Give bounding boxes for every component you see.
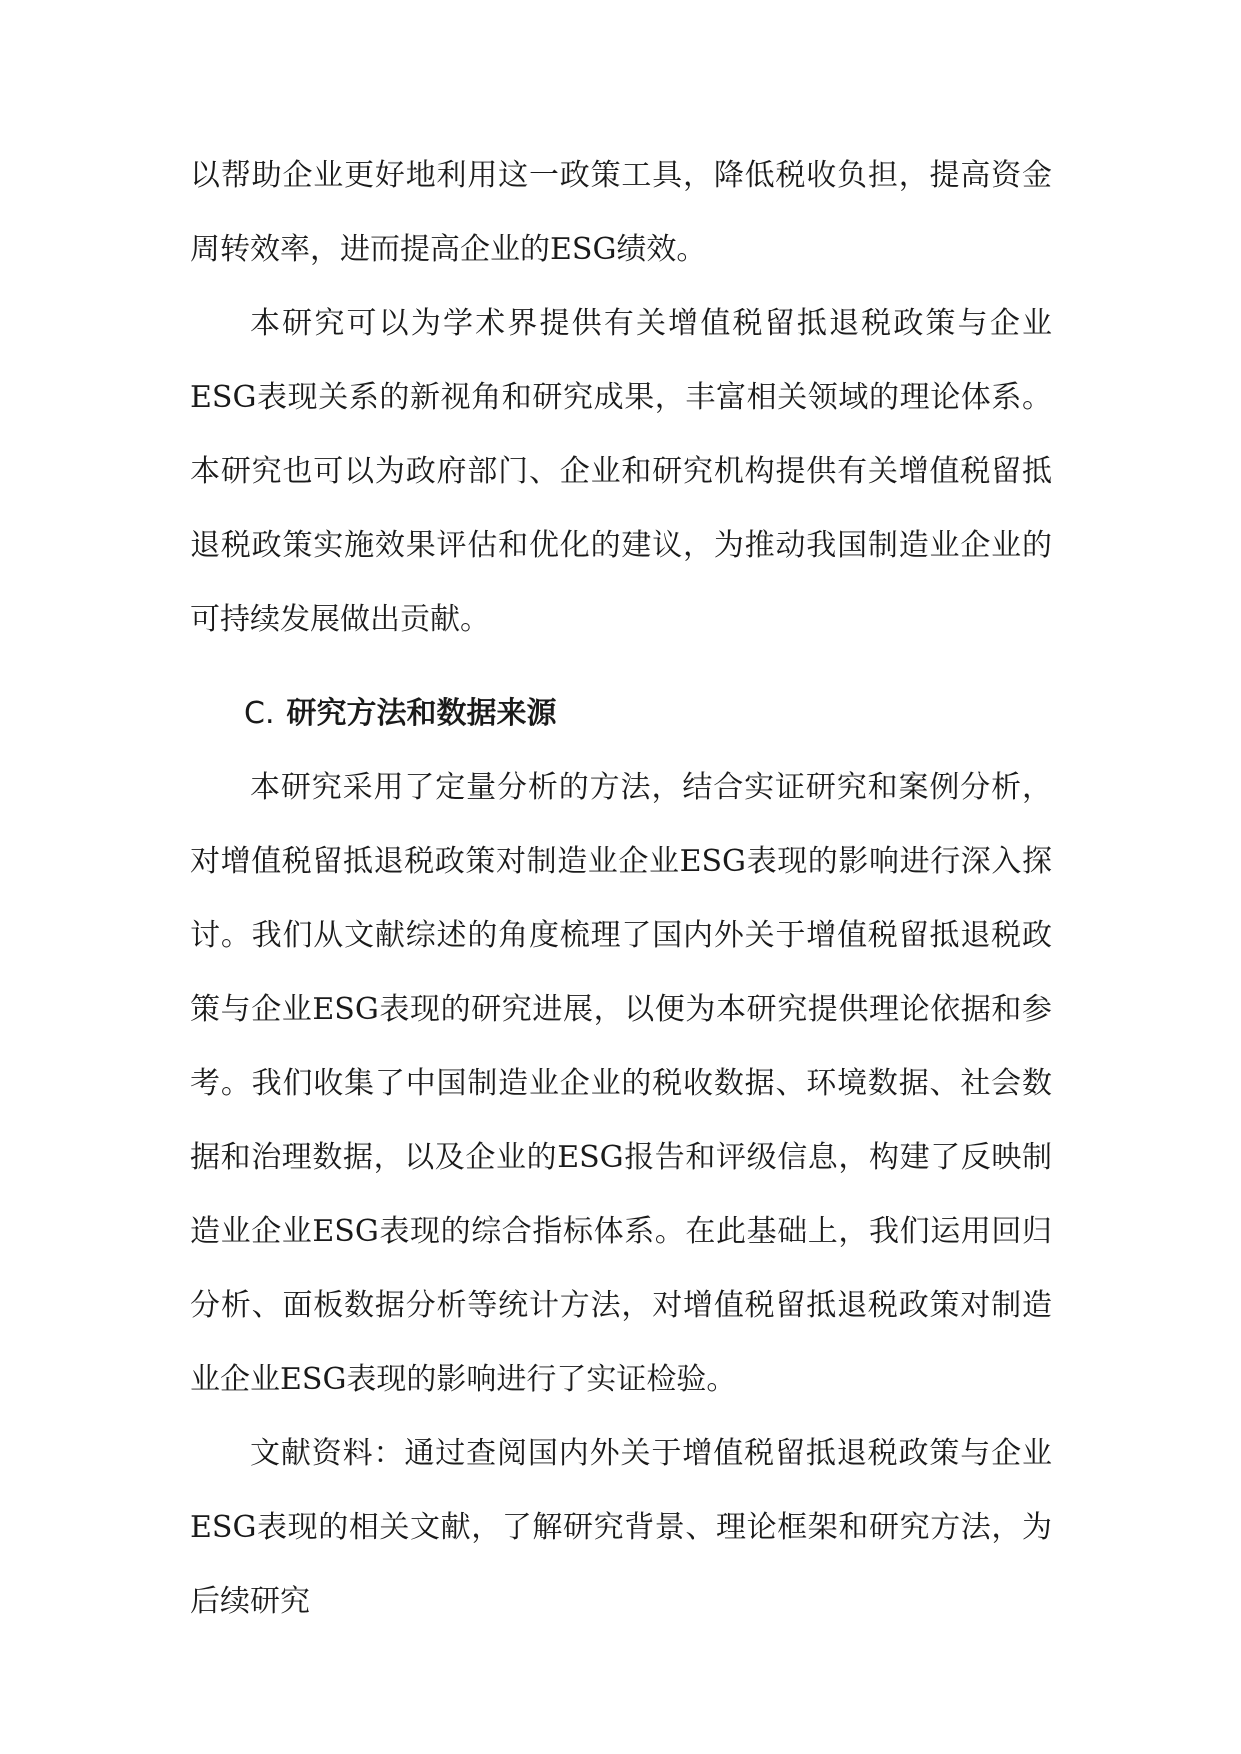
paragraph-continuation: 以帮助企业更好地利用这一政策工具，降低税收负担，提高资金周转效率，进而提高企业的ESG绩效。 <box>190 158 1052 267</box>
paragraph-methods: 本研究采用了定量分析的方法，结合实证研究和案例分析，对增值税留抵退税政策对制造业企业ESG表现的影响进行深入探讨。我们从文献综述的角度梳理了国内外关于增值税留抵退税政策与企业ESG表现的研究进展，以便为本研究提供理论依据和参考。我们收集了中国制造业企业的税收数据、环境数据、社会数据和治理数据，以及企业的ESG报告和评级信息，构建了反映制造业企业ESG表现的综合指标体系。在此基础上，我们运用回归分析、面板数据分析等统计方法，对增值税留抵退税政策对制造业企业ESG表现的影响进行了实证检验。 <box>190 770 1052 1397</box>
document-body <box>190 139 1052 1639</box>
section-title: 研究方法和数据来源 <box>286 696 557 731</box>
paragraph-research-significance: 本研究可以为学术界提供有关增值税留抵退税政策与企业ESG表现关系的新视角和研究成果，丰富相关领域的理论体系。本研究也可以为政府部门、企业和研究机构提供有关增值税留抵退税政策实施效果评估和优化的建议，为推动我国制造业企业的可持续发展做出贡献。 <box>190 306 1052 637</box>
section-number: C. <box>244 696 275 731</box>
section-heading <box>190 677 1052 751</box>
paragraph-literature: 文献资料：通过查阅国内外关于增值税留抵退税政策与企业ESG表现的相关文献，了解研究背景、理论框架和研究方法，为后续研究 <box>190 1436 1052 1619</box>
